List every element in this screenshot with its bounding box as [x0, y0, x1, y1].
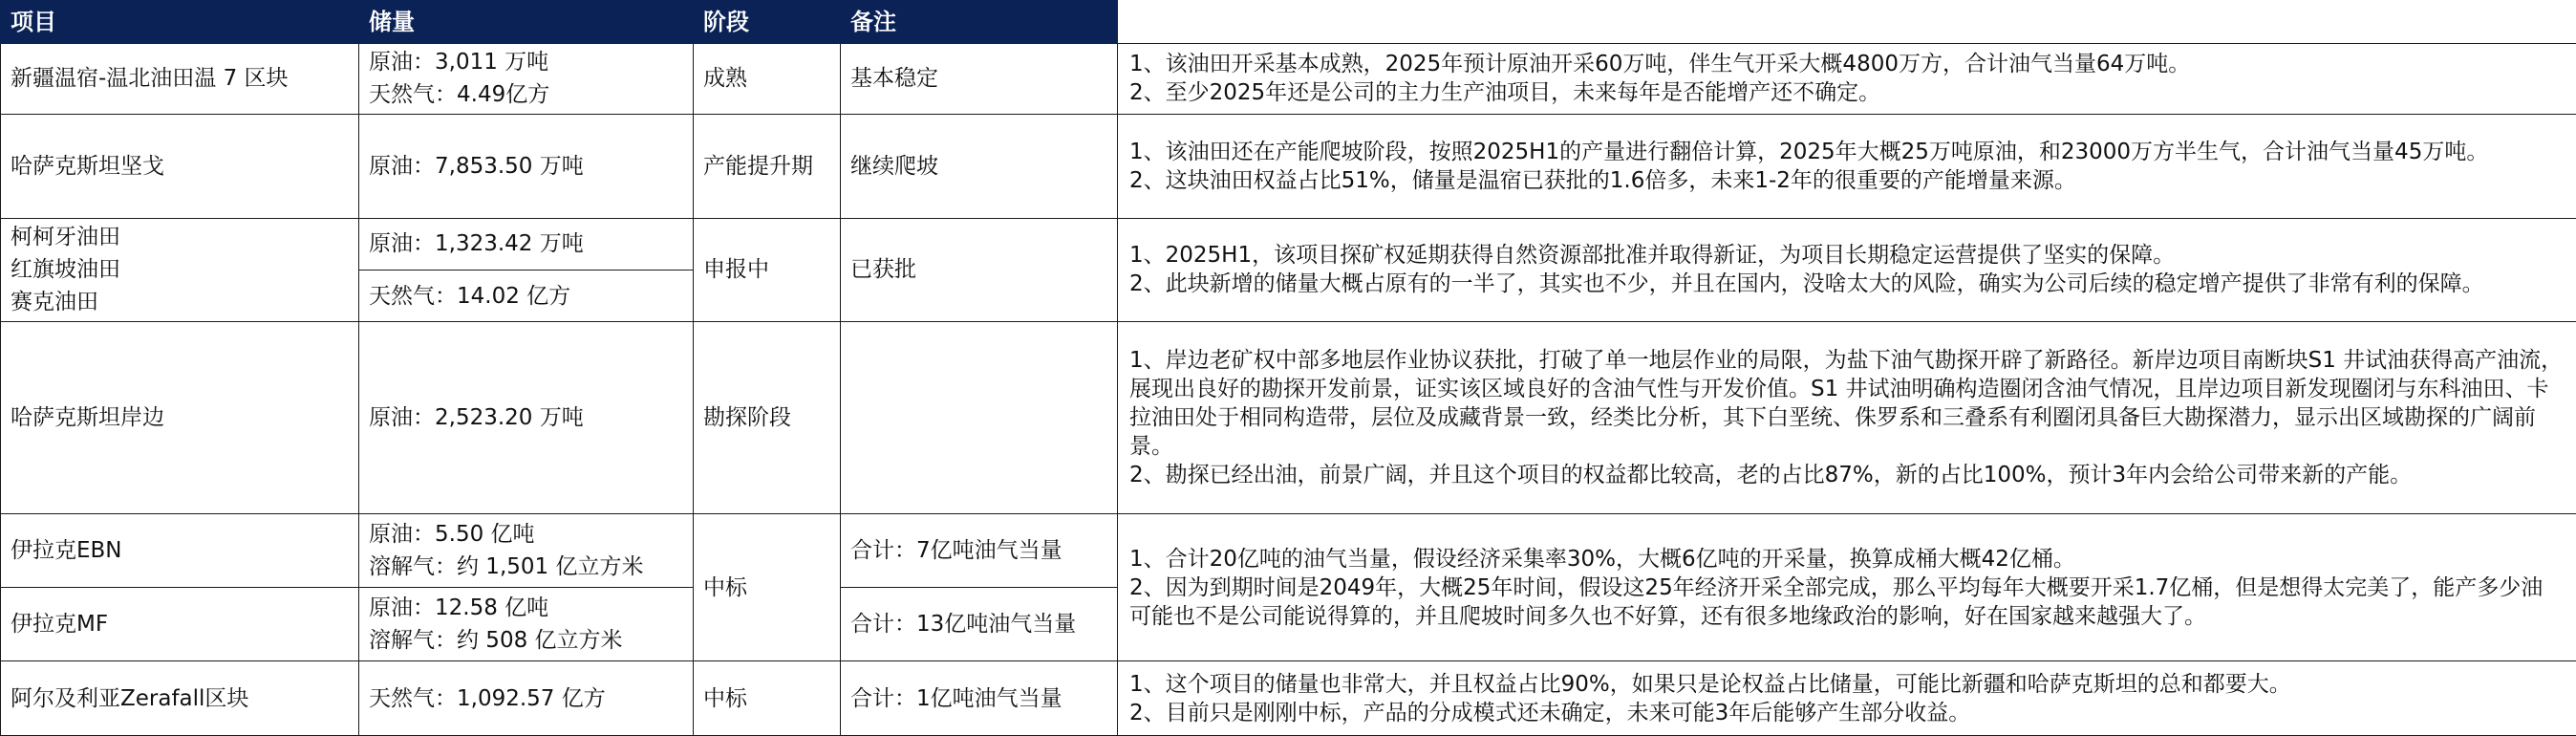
project-cell: 伊拉克EBN: [1, 514, 359, 588]
header-project: 项目: [1, 1, 359, 44]
header-reserves: 储量: [359, 1, 694, 44]
notes-cell: 1、该油田还在产能爬坡阶段，按照2025H1的产量进行翻倍计算，2025年大概25万吨原油，和23000万方半生气，合计油气当量45万吨。 2、这块油田权益占比51%，储量是温宿已获批的1.6倍多，未来1-2年的很重要的产能增量来源。: [1118, 114, 2576, 218]
stage-cell: 产能提升期: [694, 114, 841, 218]
table-row: [1, 114, 2576, 218]
remark-cell: 合计：1亿吨油气当量: [841, 661, 1118, 736]
reserves-cell: 原油：1,323.42 万吨: [359, 218, 694, 270]
header-row: [1, 1, 2576, 44]
remark-cell: 继续爬坡: [841, 114, 1118, 218]
project-cell: 哈萨克斯坦岸边: [1, 322, 359, 514]
header-notes-blank: [1118, 1, 2576, 44]
project-cell: 新疆温宿-温北油田温 7 区块: [1, 44, 359, 115]
reserves-cell: 原油：3,011 万吨 天然气：4.49亿方: [359, 44, 694, 115]
notes-cell: 1、2025H1，该项目探矿权延期获得自然资源部批准并取得新证，为项目长期稳定运营提供了坚实的保障。 2、此块新增的储量大概占原有的一半了，其实也不少，并且在国内，没啥太大的风险，确实为公司后续的稳定增产提供了非常有利的保障。: [1118, 218, 2576, 322]
stage-cell: 申报中: [694, 218, 841, 322]
notes-cell: 1、这个项目的储量也非常大，并且权益占比90%，如果只是论权益占比储量，可能比新疆和哈萨克斯坦的总和都要大。 2、目前只是刚刚中标，产品的分成模式还未确定，未来可能3年后能够产生部分收益。: [1118, 661, 2576, 736]
table-row: [1, 661, 2576, 736]
remark-cell: 已获批: [841, 218, 1118, 322]
reserves-cell: 原油：5.50 亿吨 溶解气：约 1,501 亿立方米: [359, 514, 694, 588]
notes-cell: 1、合计20亿吨的油气当量，假设经济采集率30%，大概6亿吨的开采量，换算成桶大概42亿桶。 2、因为到期时间是2049年，大概25年时间，假设这25年经济开采全部完成，那么平均每年大概要开采1.7亿桶，但是想得太完美了，能产多少油可能也不是公司能说得算的，并且爬坡时间多久也不好算，还有很多地缘政治的影响，好在国家越来越强大了。: [1118, 514, 2576, 661]
reserves-cell: 原油：2,523.20 万吨: [359, 322, 694, 514]
reserves-cell: 天然气：1,092.57 亿方: [359, 661, 694, 736]
stage-cell: 勘探阶段: [694, 322, 841, 514]
project-cell: 阿尔及利亚Zerafall区块: [1, 661, 359, 736]
header-stage: 阶段: [694, 1, 841, 44]
remark-cell: 基本稳定: [841, 44, 1118, 115]
reserves-cell: 原油：12.58 亿吨 溶解气：约 508 亿立方米: [359, 588, 694, 661]
table-row: [1, 44, 2576, 115]
remark-cell: [841, 322, 1118, 514]
reserves-cell: 天然气：14.02 亿方: [359, 270, 694, 321]
project-cell: 哈萨克斯坦坚戈: [1, 114, 359, 218]
notes-cell: 1、岸边老矿权中部多地层作业协议获批，打破了单一地层作业的局限，为盐下油气勘探开辟了新路径。新岸边项目南断块S1 井试油获得高产油流，展现出良好的勘探开发前景，证实该区域良好的含油气性与开发价值。S1 井试油明确构造圈闭含油气情况，且岸边项目新发现圈闭与东科油田、卡拉油田处于相同构造带，层位及成藏背景一致，经类比分析，其下白垩统、侏罗系和三叠系有利圈闭具备巨大勘探潜力，显示出区域勘探的广阔前景。 2、勘探已经出油，前景广阔，并且这个项目的权益都比较高，老的占比87%，新的占比100%，预计3年内会给公司带来新的产能。: [1118, 322, 2576, 514]
project-cell: 柯柯牙油田 红旗坡油田 赛克油田: [1, 218, 359, 322]
header-remark: 备注: [841, 1, 1118, 44]
stage-cell: 中标: [694, 661, 841, 736]
stage-cell: 中标: [694, 514, 841, 661]
stage-cell: 成熟: [694, 44, 841, 115]
table-row: [1, 218, 2576, 270]
reserves-cell: 原油：7,853.50 万吨: [359, 114, 694, 218]
remark-cell: 合计：7亿吨油气当量: [841, 514, 1118, 588]
project-cell: 伊拉克MF: [1, 588, 359, 661]
table-row: [1, 322, 2576, 514]
notes-cell: 1、该油田开采基本成熟，2025年预计原油开采60万吨，伴生气开采大概4800万方，合计油气当量64万吨。 2、至少2025年还是公司的主力生产油项目，未来每年是否能增产还不确定。: [1118, 44, 2576, 115]
table-row: [1, 514, 2576, 588]
remark-cell: 合计：13亿吨油气当量: [841, 588, 1118, 661]
